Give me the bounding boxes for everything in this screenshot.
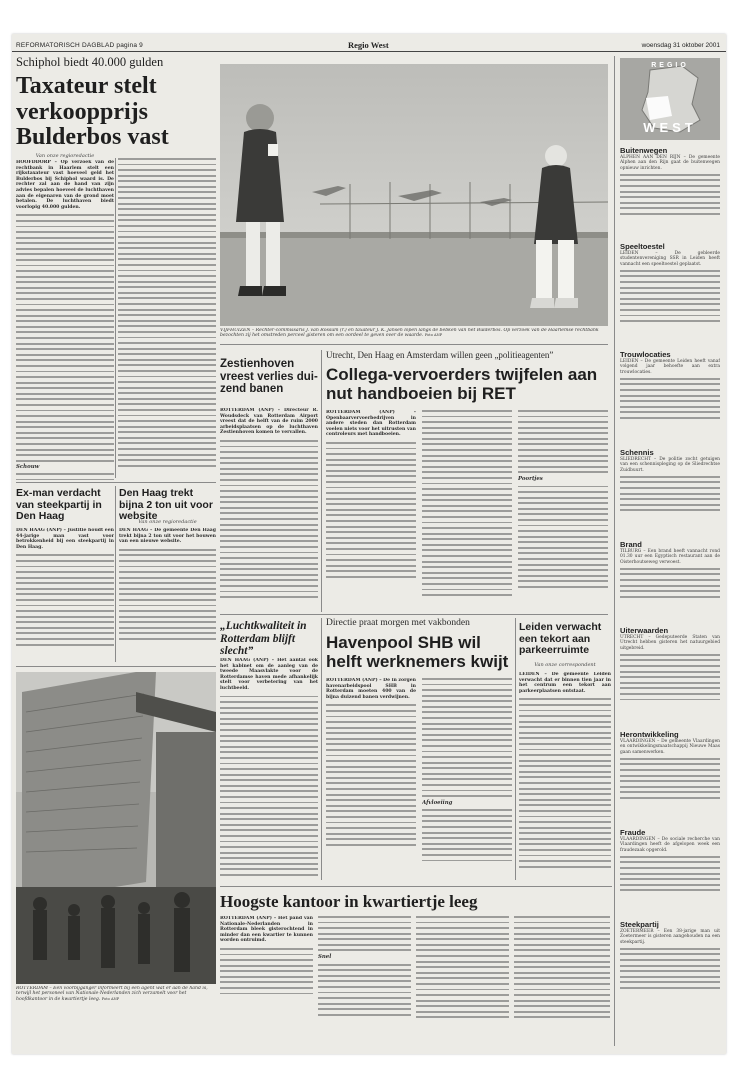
- hoogste-text-3: [318, 964, 411, 1016]
- photo1-credit: Foto ANP: [424, 333, 443, 338]
- sidebar-item-title: Trouwlocaties: [620, 350, 671, 359]
- sidebar-item-lead: VLAARDINGEN – De sociale recherche van Vlaardingen heeft de afgelopen week een fraudezaak opgerold.: [620, 837, 720, 853]
- sidebar-item: [620, 540, 720, 626]
- leiden-text: [519, 698, 611, 867]
- havenpool-subhead: Afvloeiing: [422, 799, 453, 806]
- collega-headline: Collega-vervoerders twijfelen aan nut handboeien bij RET: [326, 366, 598, 403]
- sidebar-item: [620, 730, 720, 828]
- sidebar-item-title: Fraude: [620, 828, 646, 837]
- article1-kicker: Schiphol biedt 40.000 gulden: [16, 56, 164, 69]
- denhaag-body: [119, 528, 216, 662]
- collega-text-4: [518, 486, 608, 588]
- exman-lead: DEN HAAG (ANP) – Justitie houdt een 44-jarige man vast voor betrokkenheid bij een steekpartij in Den Haag.: [16, 528, 114, 550]
- exman-body: [16, 528, 114, 662]
- sidebar-item-lead: ALPHEN AAN DEN RIJN – De gemeente Alphen aan den Rijn gaat de buitenwegen opnieuw inrichten.: [620, 155, 720, 171]
- luchtkwaliteit-lead: DEN HAAG (ANP) – Het aantal ook het kabinet om de aanleg van de tweede Maasvlakte voor de Rotterdamse haven mede afhankelijk stelt voor verbetering van het luchtbeeld.: [220, 658, 318, 691]
- denhaag-lead: DEN HAAG – De gemeente Den Haag trekt bijna 2 ton uit voor het bouwen van een nieuwe website.: [119, 528, 216, 545]
- hoogste-text-1: [220, 948, 313, 995]
- sidebar-item-lead: ZOETERMEER – Een 38-jarige man uit Zoetermeer is gisteren aangehouden na een steekpartij.: [620, 929, 720, 945]
- hoogste-column-2: [318, 916, 411, 1026]
- havenpool-kicker: Directie praat morgen met vakbonden: [326, 618, 470, 628]
- leiden-headline: Leiden verwacht een tekort aan parkeerruimte: [519, 622, 602, 656]
- sidebar-item-lead: SLIEDRECHT – De politie zocht getuigen van een schennispleging op de Sliedrechtse Zuidbuurt.: [620, 457, 720, 473]
- article1-subhead: Schouw: [16, 464, 40, 471]
- sidebar-item: [620, 350, 720, 448]
- collega-column-2: [422, 410, 512, 606]
- hoogste-text-4: [416, 916, 509, 1018]
- havenpool-text-3: [422, 809, 512, 861]
- masthead-paper-name: REFORMATORISCH DAGBLAD pagina 9: [16, 42, 143, 49]
- zestienhoven-body: [220, 408, 318, 612]
- collega-lead: ROTTERDAM (ANP) – Openbaarvervoerbedrijven in andere steden dan Rotterdam voelen niets voor het uitrusten van controleurs met handboeien.: [326, 410, 416, 438]
- sidebar-item-title: Schennis: [620, 448, 654, 457]
- collega-text-1: [326, 442, 416, 578]
- luchtkwaliteit-text: [220, 696, 318, 876]
- article1-byline: Van onze regioredactie: [35, 153, 95, 159]
- newspaper-page: [12, 34, 726, 1054]
- article1-body-text: [16, 214, 114, 461]
- hoogste-subhead: Snel: [318, 954, 332, 961]
- denhaag-byline: Van onze regioredactie: [138, 519, 197, 525]
- sidebar-item-title: Steekpartij: [620, 920, 659, 929]
- article1-lead: HOOFDDORP – Op verzoek van de rechtbank in Haarlem stelt een rijkstaxateur vast hoeveel geld het Bulderbos bij Schiphol waard is. De rechter zal aan de hand van zijn advies bepalen hoeveel de luchthaven aan de eigenaren van de grond moet betalen. De luchthaven biedt voorlopig 40.000 gulden.: [16, 160, 114, 210]
- havenpool-text-1: [326, 704, 416, 845]
- hoogste-lead: ROTTERDAM (ANP) – Het pand van Nationale-Nederlanden in Rotterdam bleek gisterochtend in minder dan een kwartier te kunnen worden ontruimd.: [220, 916, 313, 944]
- sidebar-item: [620, 242, 720, 350]
- zestienhoven-text: [220, 440, 318, 598]
- article1-body-text-2: [16, 473, 114, 480]
- article1-column-1: [16, 160, 114, 480]
- sidebar-item-lead: TILBURG – Een brand heeft vannacht rond 01.30 uur een Egyptisch restaurant aan de Oisterhoutseweg verwoest.: [620, 549, 720, 565]
- collega-kicker: Utrecht, Den Haag en Amsterdam willen geen „politieagenten”: [326, 350, 554, 360]
- sidebar-item-lead: UTRECHT – Gedeputeerde Staten van Utrecht hebben gisteren het natuurgebied uitgebreid.: [620, 635, 720, 651]
- photo2-credit: Foto ANP: [101, 996, 120, 1001]
- photo1-caption: [220, 328, 608, 342]
- photo-nn-building-image: [16, 672, 216, 984]
- photo1-caption-text: VIJFHUIZEN – Rechter-commissaris J. van Rossum (r.) en taxateur J. K. Jansen lopen langs de bebken van het Bulderbos. Op verzoek van de Haarlemse rechtbank bezochten zij het omstreden perceel gisteren om een oordeel te geven over de waarde.: [220, 328, 599, 339]
- havenpool-text-2: [422, 678, 512, 797]
- hoogste-text-5: [514, 916, 610, 1018]
- hoogste-column-1: [220, 916, 313, 1026]
- sidebar-item-title: Brand: [620, 540, 642, 549]
- havenpool-lead: ROTTERDAM (ANP) – De in zorgen havenarbeidspool SHB in Rotterdam moeten 400 van de bijna duizend banen verdwijnen.: [326, 678, 416, 700]
- havenpool-headline: Havenpool SHB wil helft werknemers kwijt: [326, 634, 509, 671]
- sidebar-item: [620, 626, 720, 730]
- zestienhoven-lead: ROTTERDAM (ANP) – Directeur R. Woudsdeck van Rotterdam Airport vreest dat de helft van de ruim 2000 arbeidsplaatsen op de luchthaven Zestienhoven komen te vervallen.: [220, 408, 318, 436]
- hoogste-column-3: [416, 916, 509, 1026]
- sidebar-item-lead: LEIDEN – De gebleerde studentenvereniging SSR in Leiden heeft vannacht een speeltoestel geplaatst.: [620, 251, 720, 267]
- luchtkwaliteit-body: [220, 658, 318, 880]
- sidebar-item: [620, 920, 720, 1020]
- denhaag-text: [119, 549, 216, 640]
- sidebar-item: [620, 448, 720, 540]
- havenpool-column-2: [422, 678, 512, 880]
- sidebar-item: [620, 146, 720, 242]
- sidebar-news: [620, 146, 720, 1046]
- collega-text-2: [422, 410, 512, 596]
- denhaag-headline: Den Haag trekt bijna 2 ton uit voor website: [119, 488, 213, 522]
- photo-bulderbos: [220, 64, 608, 326]
- regio-west-logo: [620, 58, 720, 140]
- luchtkwaliteit-headline: „Luchtkwaliteit in Rotterdam blijft slecht”: [220, 620, 307, 657]
- masthead: [12, 40, 726, 52]
- exman-headline: Ex-man verdacht van steekpartij in Den Haag: [16, 488, 102, 522]
- sidebar-item-title: Uiterwaarden: [620, 626, 669, 635]
- leiden-byline: Van onze correspondent: [534, 662, 596, 668]
- leiden-body: [519, 672, 611, 880]
- sidebar-item-lead: LEIDEN – De gemeente Leiden heeft vanaf volgend jaar behoefte aan extra trouwlocaties.: [620, 359, 720, 375]
- hoogste-column-4: [514, 916, 610, 1026]
- photo2-caption-text: ROTTERDAM – Een voorbijganger informeert bij een agent wat er aan de hand is, terwijl het personeel van Nationale-Nederlanden zich verzamelt voor het hoofdkantoor in de kwartiertje leeg.: [16, 986, 208, 1002]
- photo2-caption: [16, 986, 216, 1016]
- collega-column-1: [326, 410, 416, 606]
- article1-body-text-3: [118, 158, 216, 467]
- logo-bottom-text: WEST: [643, 120, 697, 135]
- masthead-section: Regio West: [348, 40, 389, 50]
- hoogste-text-2: [318, 916, 411, 951]
- collega-subhead: Poortjes: [518, 475, 543, 482]
- collega-column-3: [518, 410, 608, 606]
- havenpool-column-1: [326, 678, 416, 880]
- exman-text: [16, 554, 114, 645]
- sidebar-item-title: Buitenwegen: [620, 146, 668, 155]
- logo-top-text: REGIO: [651, 62, 689, 69]
- masthead-date: woensdag 31 oktober 2001: [641, 42, 720, 49]
- article1-column-2: [118, 158, 216, 478]
- sidebar-item-lead: VLAARDINGEN – De gemeente Vlaardingen en ontwikkelingsmaatschappij Nieuwe Maas gaan samenwerken.: [620, 739, 720, 755]
- hoogste-headline: Hoogste kantoor in kwartiertje leeg: [220, 892, 478, 911]
- sidebar-item-title: Herontwikkeling: [620, 730, 679, 739]
- collega-text-3: [518, 410, 608, 473]
- leiden-lead: LEIDEN – De gemeente Leiden verwacht dat er binnen tien jaar in het centrum een tekort aan parkeerplaatsen ontstaat.: [519, 672, 611, 694]
- sidebar-item: [620, 828, 720, 920]
- article1-headline: Taxateur stelt verkoopprijs Bulderbos vast: [16, 74, 169, 150]
- sidebar-item-title: Speeltoestel: [620, 242, 665, 251]
- zestienhoven-headline: Zestienhoven vreest verlies duizend banen: [220, 358, 318, 395]
- photo-bulderbos-image: [220, 64, 608, 326]
- photo-nn-building: [16, 672, 216, 984]
